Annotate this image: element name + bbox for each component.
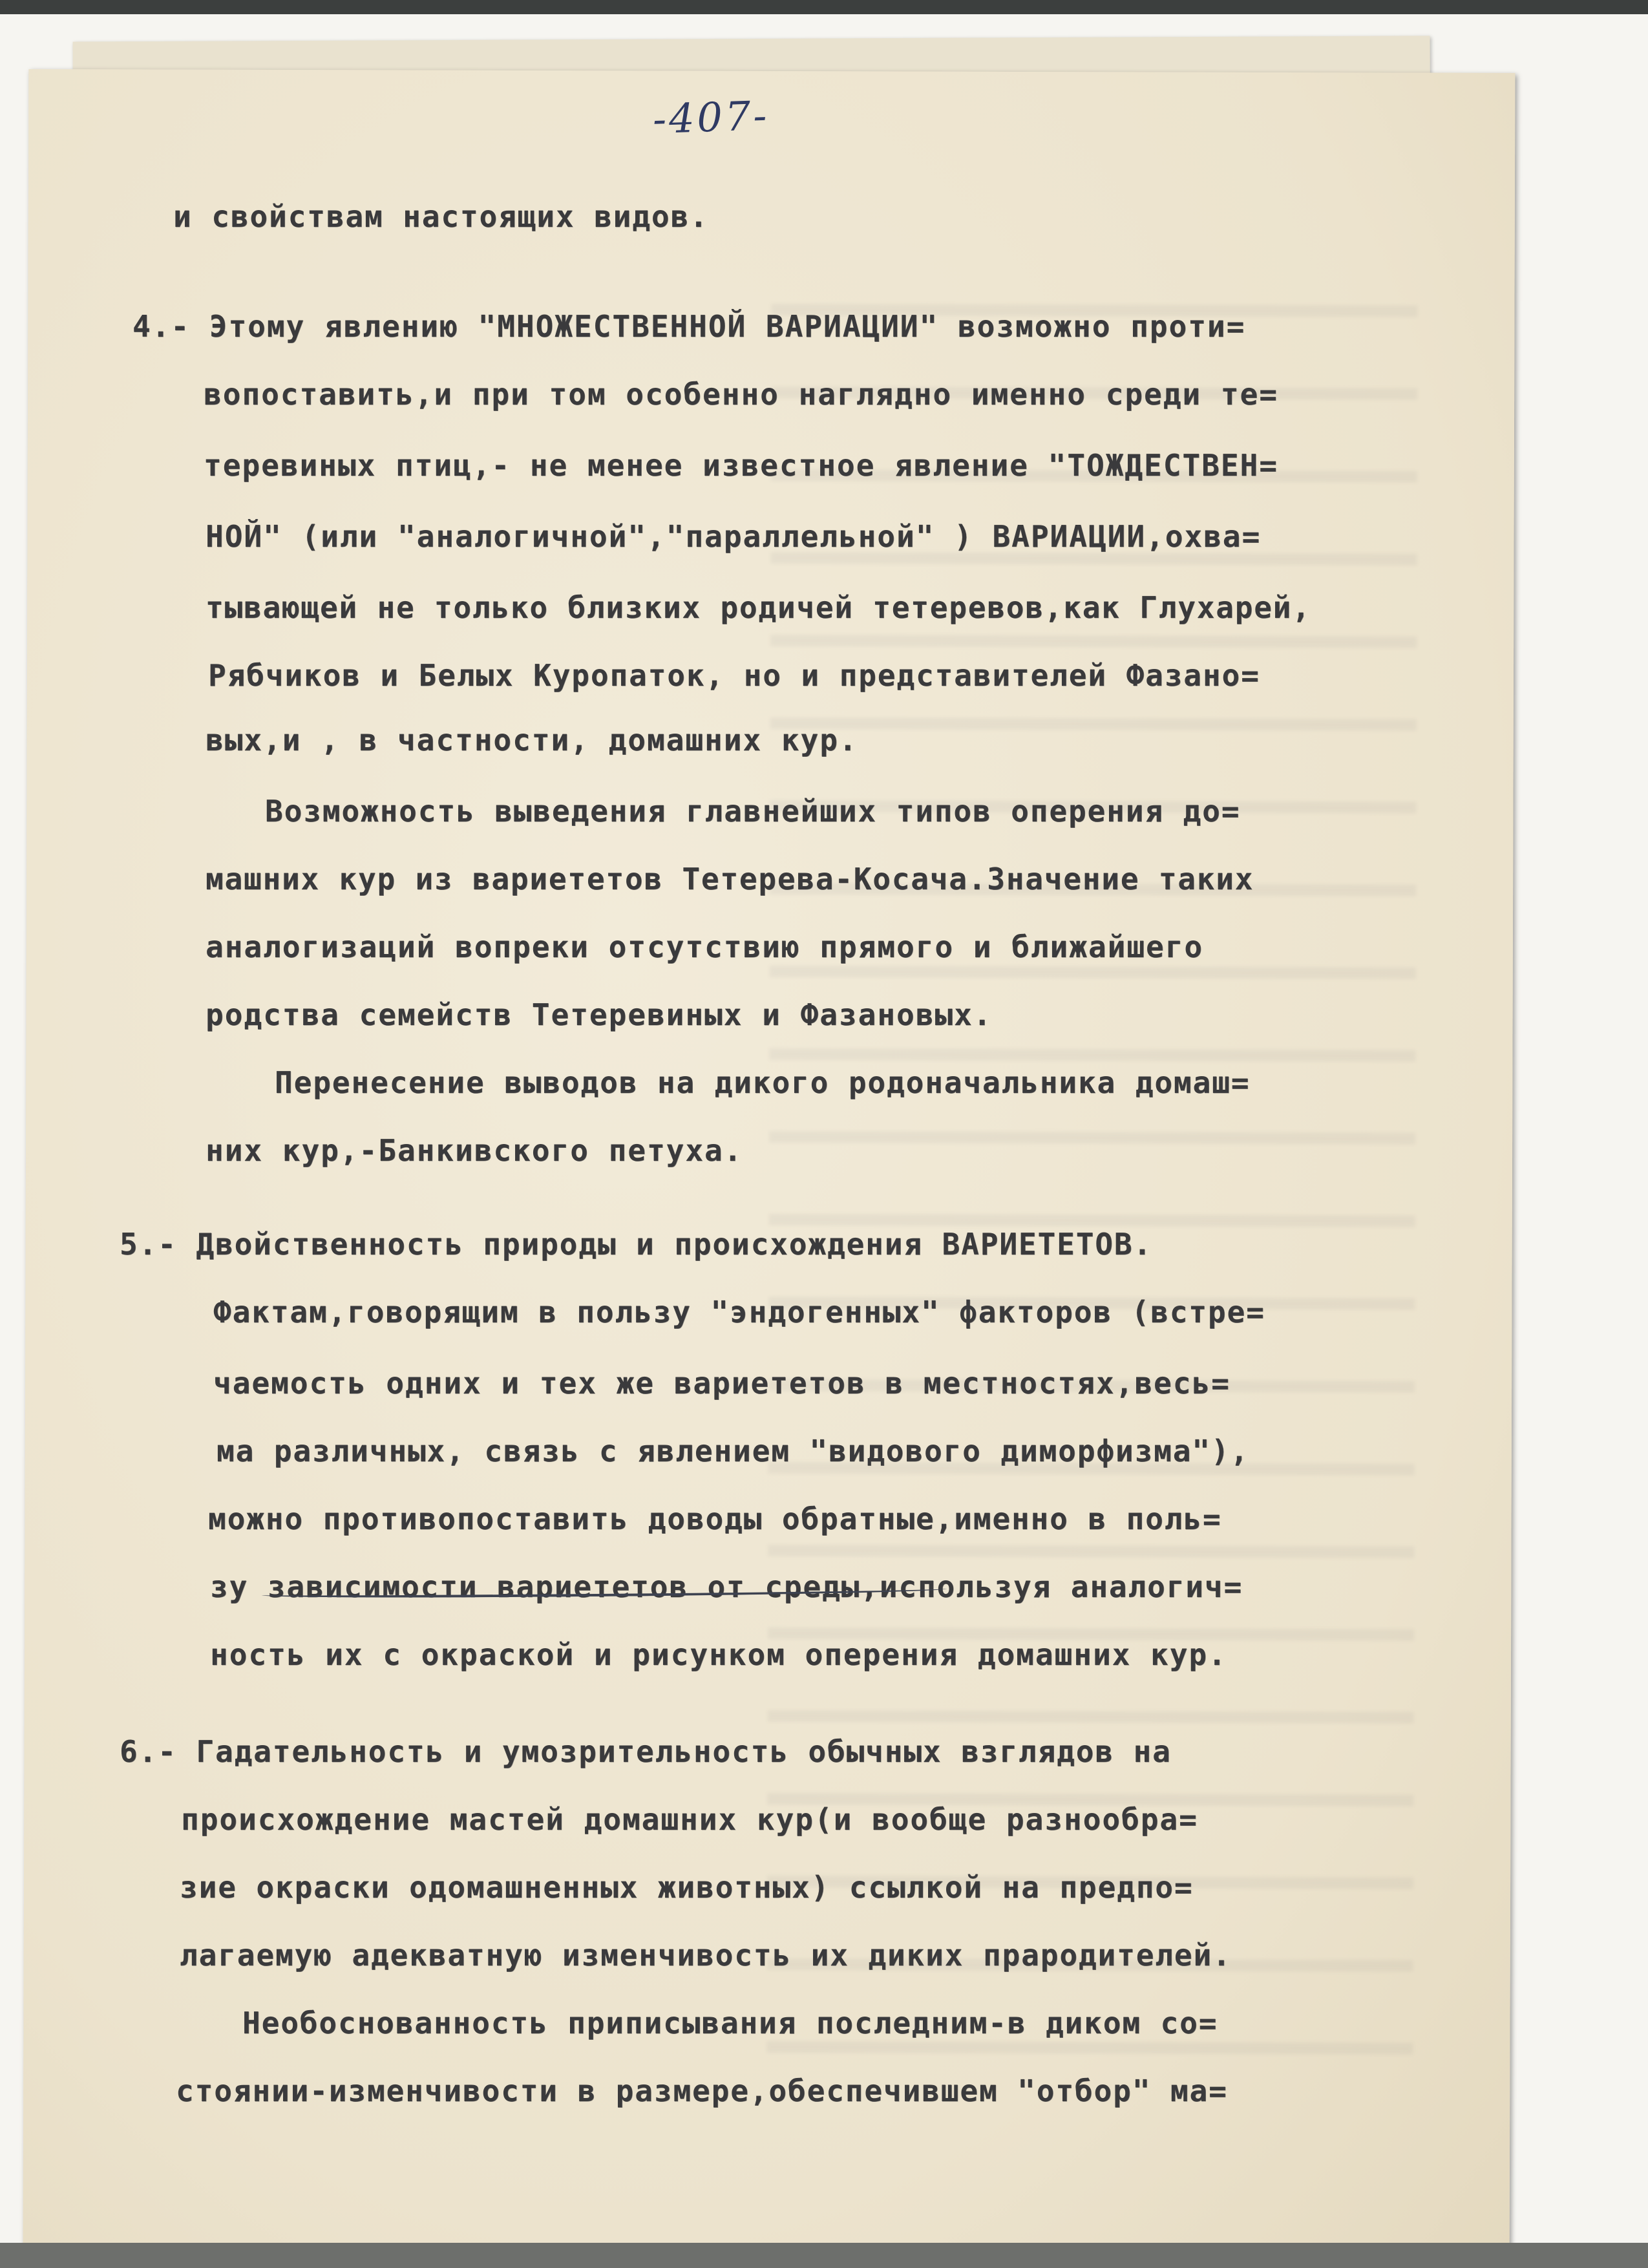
text-line-18: ма различных, связь с явлением "видового диморфизма"), <box>217 1434 1250 1468</box>
text-line-23: происхождение мастей домашних кур(и вообще разнообра= <box>181 1802 1198 1837</box>
handwritten-page-number: -407- <box>651 91 770 143</box>
text-line-7: Рябчиков и Белых Куропаток, но и представителей Фазано= <box>208 658 1260 693</box>
text-line-5: НОЙ" (или "аналогичной","параллельной" ) ВАРИАЦИИ,охва= <box>206 519 1262 554</box>
scanner-edge-top <box>0 0 1648 14</box>
text-line-24: зие окраски одомашненных животных) ссылкой на предпо= <box>180 1870 1194 1905</box>
text-line-12: родства семейств Тетеревиных и Фазановых. <box>206 997 993 1032</box>
text-line-2: 4.- Этому явлению "МНОЖЕСТВЕННОЙ ВАРИАЦИИ" возможно проти= <box>132 309 1246 344</box>
text-line-17: чаемость одних и тех же вариететов в местностях,весь= <box>213 1366 1231 1401</box>
text-line-3: вопоставить,и при том особенно наглядно именно среди те= <box>204 377 1278 412</box>
text-line-19: можно противопоставить доводы обратные,именно в поль= <box>208 1501 1222 1536</box>
text-line-9: Возможность выведения главнейших типов оперения до= <box>265 794 1241 829</box>
text-line-8: вых,и , в частности, домашних кур. <box>206 723 858 758</box>
text-line-13: Перенесение выводов на дикого родоначальника домаш= <box>275 1065 1251 1100</box>
text-line-25: лагаемую адекватную изменчивость их диких прародителей. <box>180 1938 1232 1973</box>
text-line-20: зу зависимости вариететов от среды,используя аналогич= <box>210 1569 1243 1604</box>
text-line-14: них кур,-Банкивского петуха. <box>206 1133 743 1168</box>
scanner-edge-bottom <box>0 2243 1648 2268</box>
text-line-16: Фактам,говорящим в пользу "эндогенных" факторов (встре= <box>213 1295 1265 1330</box>
text-line-6: тывающей не только близких родичей тетеревов,как Глухарей, <box>206 590 1311 625</box>
text-line-21: ность их с окраской и рисунком оперения домашних кур. <box>210 1637 1227 1672</box>
text-line-27: стоянии-изменчивости в размере,обеспечившем "отбор" ма= <box>176 2073 1228 2108</box>
text-line-22: 6.- Гадательность и умозрительность обычных взглядов на <box>120 1734 1172 1769</box>
text-line-4: теревиных птиц,- не менее известное явление "ТОЖДЕСТВЕН= <box>204 448 1278 483</box>
text-line-26: Необоснованность приписывания последним-в диком со= <box>242 2006 1218 2040</box>
text-line-10: машних кур из вариететов Тетерева-Косача.Значение таких <box>206 862 1254 896</box>
text-line-15: 5.- Двойственность природы и происхождения ВАРИЕТЕТОВ. <box>120 1227 1153 1262</box>
text-line-11: аналогизаций вопреки отсутствию прямого и ближайшего <box>206 929 1204 964</box>
text-line-1: и свойствам настоящих видов. <box>173 199 709 234</box>
